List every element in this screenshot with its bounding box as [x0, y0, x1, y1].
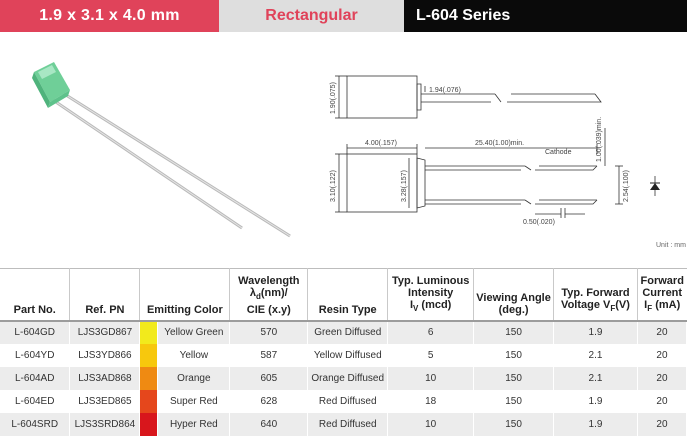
ref-pn-cell: LJS3ED865	[70, 390, 140, 413]
table-header-row	[0, 269, 687, 321]
spec-table	[0, 268, 687, 436]
color-swatch	[140, 321, 158, 344]
table-row	[0, 321, 687, 344]
unit-note: Unit : mm	[656, 242, 686, 249]
luminous-intensity-cell: 5	[388, 344, 474, 367]
col-emitting-color: Emitting Color	[140, 269, 230, 321]
col-forward-voltage: Typ. Forward Voltage $V_F(V)$	[554, 269, 638, 321]
dim-lead-length-label: 25.40(1.00)min.	[475, 140, 525, 147]
dim-pitch-label: 2.54(.100)	[623, 170, 630, 202]
part-no-cell: L-604YD	[0, 344, 70, 367]
forward-voltage-cell: 1.9	[554, 390, 638, 413]
resin-type-cell: Yellow Diffused	[308, 344, 388, 367]
luminous-intensity-cell: 18	[388, 390, 474, 413]
part-no-cell: L-604SRD	[0, 413, 70, 436]
forward-voltage-cell: 1.9	[554, 413, 638, 436]
col-wavelength: Wavelength $\lambda_d(nm)/$ CIE (x.y)	[230, 269, 308, 321]
ref-pn-cell: LJS3GD867	[70, 321, 140, 344]
dim-lead-width-label: 0.50(.020)	[523, 219, 555, 226]
cathode-label: Cathode	[545, 149, 572, 156]
col-ref-pn: Ref. PN	[70, 269, 140, 321]
dim-lead-thickness-label: 1.94(.076)	[429, 87, 461, 94]
dim-length-label: 4.00(.157)	[365, 140, 397, 147]
dimension-drawing	[325, 62, 687, 254]
table-row	[0, 367, 687, 390]
viewing-angle-cell: 150	[474, 413, 554, 436]
col-part-no: Part No.	[0, 269, 70, 321]
dim-width-label: 3.10(.122)	[330, 170, 337, 202]
shape-label: Rectangular	[219, 0, 404, 32]
emitting-color-cell: Orange	[158, 367, 230, 390]
color-swatch	[140, 344, 158, 367]
col-viewing-angle: Viewing Angle (deg.)	[474, 269, 554, 321]
viewing-angle-cell: 150	[474, 390, 554, 413]
viewing-angle-cell: 150	[474, 321, 554, 344]
diode-symbol-icon	[650, 176, 660, 196]
ref-pn-cell: LJS3SRD864	[70, 413, 140, 436]
forward-current-cell: 20	[637, 344, 686, 367]
led-body	[32, 62, 70, 108]
forward-current-cell: 20	[637, 367, 686, 390]
resin-type-cell: Red Diffused	[308, 413, 388, 436]
top-view-body	[347, 76, 417, 118]
wavelength-cell: 587	[230, 344, 308, 367]
emitting-color-cell: Yellow Green	[158, 321, 230, 344]
forward-voltage-cell: 2.1	[554, 344, 638, 367]
viewing-angle-cell: 150	[474, 344, 554, 367]
forward-current-cell: 20	[637, 321, 686, 344]
ref-pn-cell: LJS3YD866	[70, 344, 140, 367]
dim-lens-label: 3.28(.157)	[401, 170, 408, 202]
color-swatch	[140, 413, 158, 436]
size-label: 1.9 x 3.1 x 4.0 mm	[0, 0, 219, 32]
luminous-intensity-cell: 10	[388, 367, 474, 390]
forward-current-cell: 20	[637, 390, 686, 413]
resin-type-cell: Orange Diffused	[308, 367, 388, 390]
col-luminous-intensity: Typ. Luminous Intensity $I_V$ (mcd)	[388, 269, 474, 321]
emitting-color-cell: Yellow	[158, 344, 230, 367]
wavelength-cell: 570	[230, 321, 308, 344]
forward-voltage-cell: 1.9	[554, 321, 638, 344]
wavelength-cell: 628	[230, 390, 308, 413]
ref-pn-cell: LJS3AD868	[70, 367, 140, 390]
emitting-color-cell: Hyper Red	[158, 413, 230, 436]
resin-type-cell: Green Diffused	[308, 321, 388, 344]
color-swatch	[140, 367, 158, 390]
emitting-color-cell: Super Red	[158, 390, 230, 413]
col-forward-current: Forward Current $I_F$ (mA)	[640, 275, 684, 314]
resin-type-cell: Red Diffused	[308, 390, 388, 413]
dim-height-label: 1.90(.075)	[330, 82, 337, 114]
part-no-cell: L-604AD	[0, 367, 70, 390]
forward-voltage-cell: 2.1	[554, 367, 638, 390]
viewing-angle-cell: 150	[474, 367, 554, 390]
forward-current-cell: 20	[637, 413, 686, 436]
luminous-intensity-cell: 6	[388, 321, 474, 344]
dim-lead-offset-label: 1.00(.039)min.	[596, 116, 603, 162]
header-banner	[0, 0, 687, 32]
part-no-cell: L-604ED	[0, 390, 70, 413]
col-resin-type: Resin Type	[308, 269, 388, 321]
luminous-intensity-cell: 10	[388, 413, 474, 436]
color-swatch	[140, 390, 158, 413]
table-row	[0, 390, 687, 413]
wavelength-cell: 640	[230, 413, 308, 436]
wavelength-cell: 605	[230, 367, 308, 390]
table-row	[0, 413, 687, 436]
series-title: L-604 Series	[404, 0, 687, 32]
table-row	[0, 344, 687, 367]
part-no-cell: L-604GD	[0, 321, 70, 344]
led-photo	[20, 50, 300, 250]
